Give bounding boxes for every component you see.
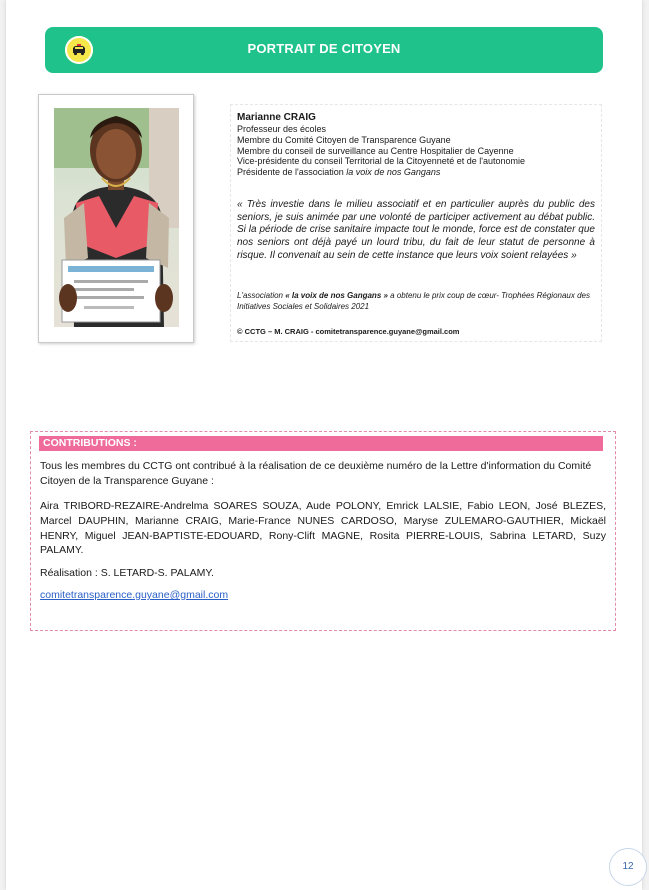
role-line [237, 167, 525, 178]
portrait-name: Marianne CRAIG [237, 112, 316, 123]
contact-email-link[interactable]: comitetransparence.guyane@gmail.com [40, 589, 229, 601]
portrait-photo [54, 108, 179, 327]
portrait-bio [230, 104, 602, 342]
document-page [6, 0, 642, 890]
portrait-photo-frame [38, 94, 194, 343]
association-name: la voix de nos Gangans [346, 167, 441, 178]
portrait-quote: « Très investie dans le milieu associatif et en particulier auprès du public des seniors, je suis animée par une volonté de participer activement au débat public. Si la période de crise sanitaire impacte tout le monde, force est de constater que nos seniors ont déjà payé un lourd tribu, du fait de leur statut de personne à risque. Il convenait au sein de cette instance que leurs voix soient relayées » [237, 199, 595, 261]
award-association: « la voix de nos Gangans » [285, 291, 388, 300]
award-prefix: L'association [237, 291, 286, 300]
role-line: Professeur des écoles [237, 124, 327, 134]
award-suffix: a obtenu le prix coup de cœur- Trophées Régionaux des Initiatives Sociales et Solidaires 2021 [237, 291, 590, 311]
contributions-realisation: Réalisation : S. LETARD-S. PALAMY. [40, 567, 214, 579]
photo-credit: © CCTG – M. CRAIG - comitetransparence.guyane@gmail.com [237, 327, 460, 336]
section-banner [45, 27, 603, 73]
contributions-intro: Tous les membres du CCTG ont contribué à la réalisation de ce deuxième numéro de la Lettre d'information du Comité Citoyen de la Transparence Guyane : [40, 460, 592, 487]
award-text [237, 291, 595, 312]
portrait-roles [237, 124, 525, 178]
role-line: Membre du conseil de surveillance au Centre Hospitalier de Cayenne [237, 145, 514, 156]
role-line: Vice-présidente du conseil Territorial de la Citoyenneté et de l'autonomie [237, 156, 526, 167]
president-prefix: Présidente de l'association [237, 167, 347, 178]
contributions-box [30, 431, 616, 631]
page-number: 12 [609, 848, 647, 886]
banner-title: PORTRAIT DE CITOYEN [247, 41, 401, 56]
role-line: Membre du Comité Citoyen de Transparence Guyane [237, 134, 451, 145]
contributions-names: Aira TRIBORD-REZAIRE-Andrelma SOARES SOUZA, Aude POLONY, Emrick LALSIE, Fabio LEON, José BLEZES, Marcel DAUPHIN, Marianne CRAIG, Marie-France NUNES CARDOSO, Maryse ZULEMARO-GAUTHIER, Mickaël HENRY, Miguel JEAN-BAPTISTE-EDOUARD, Rony-Clift MAGNE, Rosita PIERRE-LOUIS, Sabrina LETARD, Suzy PALAMY. [40, 500, 606, 557]
contributions-header: CONTRIBUTIONS : [39, 436, 603, 451]
